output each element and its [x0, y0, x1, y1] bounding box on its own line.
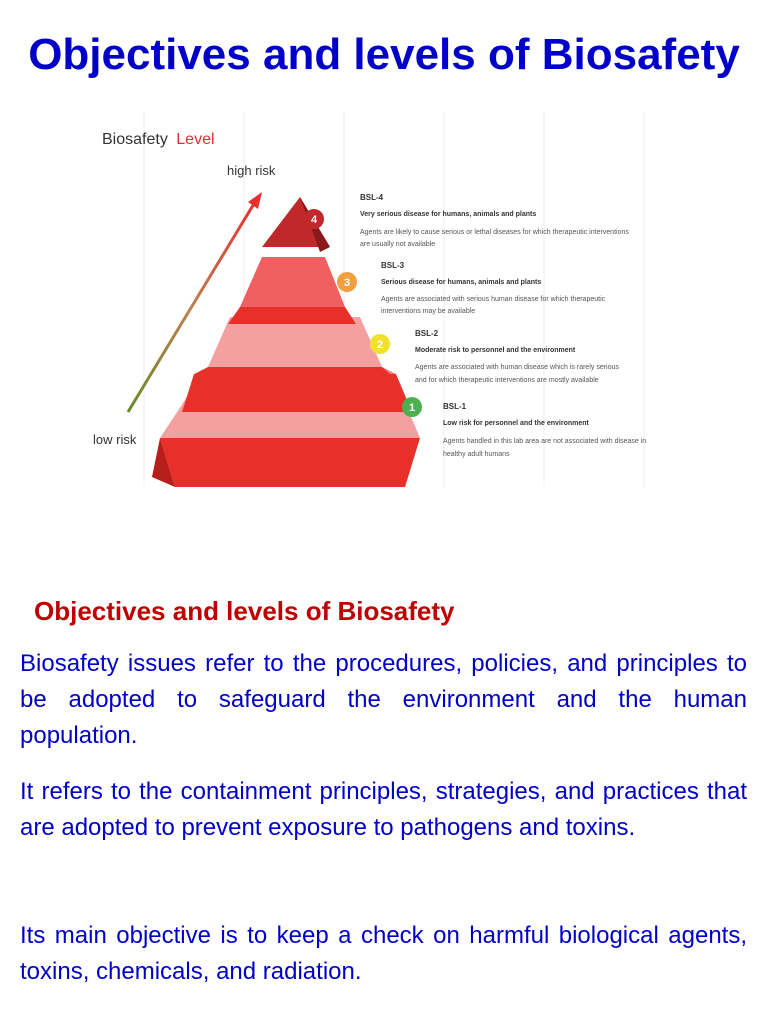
high-risk-label: high risk — [227, 163, 276, 178]
svg-text:Agents are associated with ser: Agents are associated with serious human disease for which therapeutic — [381, 296, 606, 303]
level-4-description — [360, 193, 629, 248]
pyramid-diagram — [90, 112, 690, 492]
svg-text:Moderate risk to personnel and: Moderate risk to personnel and the environment — [415, 347, 576, 354]
level-1-description — [443, 402, 646, 458]
svg-text:BSL-1: BSL-1 — [443, 402, 467, 411]
pyramid-tier-3 — [228, 257, 356, 324]
svg-text:healthy adult humans: healthy adult humans — [443, 451, 510, 458]
badge-3-number: 3 — [343, 277, 351, 289]
badge-level-2 — [370, 334, 390, 354]
svg-text:Agents are likely to cause ser: Agents are likely to cause serious or lethal diseases for which therapeutic interventions — [360, 229, 629, 236]
figure-heading-accent: Level — [176, 131, 215, 148]
paragraph-containment: It refers to the containment principles, strategies, and practices that are adopted to prevent exposure to pathogens and toxins. — [20, 778, 747, 841]
badge-1-number: 1 — [408, 402, 416, 414]
figure-heading-word: Biosafety — [102, 131, 168, 148]
svg-text:are usually not available: are usually not available — [360, 241, 436, 248]
svg-text:Biosafety Level — [102, 131, 215, 148]
badge-level-1 — [402, 397, 422, 417]
svg-text:and for which therapeutic inte: and for which therapeutic interventions are mostly available — [415, 377, 599, 384]
badge-4-number: 4 — [310, 214, 318, 226]
level-3-description — [381, 261, 606, 315]
badge-level-3 — [337, 272, 357, 292]
paragraph-objective: Its main objective is to keep a check on harmful biological agents, toxins, chemicals, and radiation. — [20, 922, 747, 985]
svg-text:Very serious disease for human: Very serious disease for humans, animals and plants — [360, 211, 537, 218]
svg-text:interventions may be available: interventions may be available — [381, 308, 476, 315]
badge-2-number: 2 — [376, 339, 384, 351]
low-risk-label: low risk — [93, 432, 137, 447]
svg-text:BSL-3: BSL-3 — [381, 261, 405, 270]
biosafety-pyramid-figure — [90, 112, 690, 492]
svg-text:BSL-4: BSL-4 — [360, 193, 384, 202]
svg-text:Serious disease for humans, an: Serious disease for humans, animals and plants — [381, 279, 542, 286]
svg-text:Agents handled in this lab are: Agents handled in this lab area are not associated with disease in — [443, 438, 647, 445]
pyramid-tier-2 — [194, 317, 396, 374]
level-2-description — [415, 329, 619, 384]
svg-text:Low risk for personnel and the: Low risk for personnel and the environment — [443, 420, 589, 427]
paragraph-definition: Biosafety issues refer to the procedures, policies, and principles to be adopted to safeguard the environment and the human population. — [20, 650, 747, 749]
badge-level-4 — [304, 209, 324, 229]
risk-arrow-head — [248, 192, 262, 209]
page-title: Objectives and levels of Biosafety — [28, 30, 740, 79]
svg-text:BSL-2: BSL-2 — [415, 329, 439, 338]
pyramid-tier-2-body — [182, 374, 412, 412]
svg-text:Agents are associated with hum: Agents are associated with human disease which is rarely serious — [415, 364, 619, 371]
section-heading: Objectives and levels of Biosafety — [34, 596, 455, 626]
